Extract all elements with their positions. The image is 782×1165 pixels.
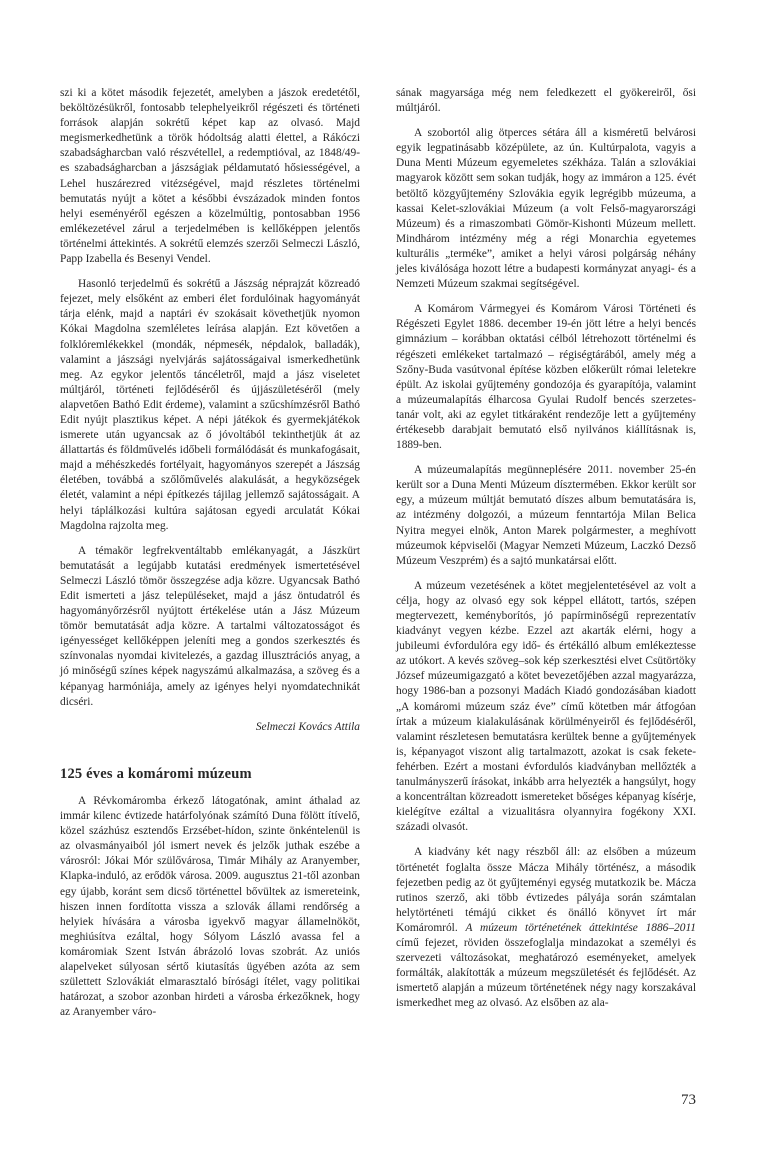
cited-chapter-title: A múzeum történetének áttekintése 1886–2011: [465, 921, 696, 934]
body-paragraph: A témakör legfrekventáltabb emlékanyagát, a Jászkürt bemutatását a legújabb kutatási eredmények ismertetésével Selmeczi László tömör összegzése adja közre. Ugyancsak Bathó Edit ismerteti a jász településeket, majd a jász öntudatról és hagyományőrzésről nyújtott értékelése után a Jász Múzeum tömör bemutatását adja közre. A tartalmi változatosságot és igényességet kellőképpen jeleníti meg a gondos szerkesztés és színvonalas nyomdai kivitelezés, a gazdag illusztrációs anyag, a jó minőségű színes képek nagyszámú alkalmazása, a szöveg és a képanyag harmóniája, amely az igényes helyi nyomdatechnikát dicséri.: [60, 544, 360, 708]
body-paragraph: A múzeumalapítás megünneplésére 2011. november 25-én került sor a Duna Menti Múzeum dísztermében. Ekkor került sor egy, a múzeum múltját bemutató díszes album bemutatására is, az intézmény dolgozói, a múzeum fenntartója Milan Belica Nyitra megyei elnök, Anton Marek polgármester, a meghívott múzeumok képviselői (Magyar Nemzeti Múzeum, Laczkó Dezső Múzeum Veszprém) és a sajtó munkatársai előtt.: [396, 464, 696, 567]
body-paragraph: Hasonló terjedelmű és sokrétű a Jászság néprajzát közreadó fejezet, mely elsőként az emberi élet fordulóinak hagyományát tárja elénk, majd a naptári év szokásait követhetjük nyomon Kókai Magdolna szemléletes leírása alapján. Ezt követően a folklóremlékekkel (mondák, népmesék, népdalok, balladák), valamint a jászsági nyelvjárás sajátosságaival ismerkedhetünk meg. Az egykor jelentős táncéletről, majd a jász viseletet múltjáról, történeti fejlődéséről és újjászületéséről (mely alapvetően Bathó Edit érdeme), valamint a szűcshímzésről Bathó Edit nyújt plasztikus képet. A népi játékok és gyermekjátékok ismerete után ugyancsak az ő jóvoltából tekinthetjük át az állattartás és földművelés időbeli formálódását és munkafogásait, majd a méhészkedés fortélyait, hagyományos szerepét a Jászság életében, továbbá a szőlőművelés alakulását, a hegyközségek életét, valamint a népi építkezés tájilag jellemző sajátosságait. A helyi táplálkozási kultúra sajátosan egyedi arculatát Kókai Magdolna rajzolta meg.: [60, 278, 360, 532]
body-paragraph: szi ki a kötet második fejezetét, amelyben a jászok eredetétől, beköltözésükről, fontosabb telephelyeikről régészeti és történeti források alapján sokrétű képet kap az olvasó. Majd megismerkedhetünk a török hódoltság alatti élettel, a Rákóczi szabadságharcban való részvétellel, a redemptióval, az 1848/49-es szabadságharcban a jászságiak példamutató hősiességével, a Lehel huszárezred vitézségével, majd részletes történelmi bemutatás nyújt a kötet a későbbi évszázadok minden fontos helyi eseményéről egészen a közelmúltig, pontosabban 1956 emlékezetével zárul a terjedelmében is kellőképpen jelentős történelmi áttekintés. A sokrétű elemzés szerzői Selmeczi László, Papp Izabella és Besenyi Vendel.: [60, 87, 360, 266]
right-column: [396, 86, 696, 1021]
page-number: 73: [681, 1092, 696, 1108]
body-paragraph: A múzeum vezetésének a kötet megjelentetésével az volt a célja, hogy az olvasó egy sok képpel ellátott, tartós, szépen megtervezett, keményborítós, jó papírminőségű reprezentatív kiadványt vegyen kézbe. Ezzel azt akarták elérni, hogy a jubileumi évfordulóra egy idő- és értékálló album emlékeztesse az utókort. A kevés szöveg–sok kép szerkesztési elvet Csütörtöky József múzeumigazgató a kötet bevezetőjében azzal magyarázza, hogy 1986-ban a pozsonyi Madách Kiadó gondozásában kiadott „A komáromi múzeum száz éve” című kötetben már átfogóan írtak a múzeum kialakulásának körülményeiről és fejlődéséről, valamint részletesen bemutatásra kerültek benne a gyűjtemények is, képanyagot viszont alig tartalmazott, azokat is csak fekete-fehérben. Ezért a mostani évfordulós kiadványban mellőzték a tanulmányszerű írásokat, inkább arra helyezték a hangsúlyt, hogy a koncentráltan közreadott ismereteket bőséges képanyag kísérje, kielégítve ezáltal a vizualitásra olyannyira fogékony XXI. századi olvasót.: [396, 579, 696, 834]
body-paragraph-continuation: című fejezet, röviden összefoglalja mindazokat a személyi és szervezeti változásokat, meghatározó eseményeket, amelyek formálták, alakították a múzeum megszületését és fejlődését. Az ismertető alapján a múzeum történetének négy nagy korszakával ismerkedhet meg az olvasó. Az elsőben az ala-: [396, 936, 696, 1010]
review-signature: Selmeczi Kovács Attila: [255, 720, 360, 733]
article-title: 125 éves a komáromi múzeum: [60, 765, 252, 782]
body-paragraph-text: A kiadvány két nagy részből áll: az elsőben a múzeum történetét foglalta össze Mácza Mihály történész, a második fejezetben pedig az öt gyűjteményi egység mutatkozik be. Mácza rutinos szerző, aki több évtizedes pályája során számtalan helytörténeti témájú cikket és önálló könyvet írt már Komáromról.: [396, 846, 696, 934]
body-paragraph: sának magyarsága még nem feledkezett el gyökereiről, ősi múltjáról.: [396, 87, 696, 115]
body-paragraph: [396, 845, 696, 1011]
body-paragraph: A szobortól alig ötperces sétára áll a kisméretű belvárosi egyik legpatinásabb középülete, az ún. Kultúrpalota, vagyis a Duna Menti Múzeum egyemeletes székháza. Talán a szlovákiai magyarok között sem sokan tudják, hogy az immáron a 125. évét betöltő közgyűjtemény Szlovákia egyik legrégibb múzeuma, a kassai Kelet-szlovákiai Múzeum (a volt Felső-magyarországi Múzeum) és a rimaszombati Gömör-Kishonti Múzeum mellett. Mindhárom intézmény még a régi Monarchia egyetemes kulturális „terméke”, amiket a helyi városi polgárság néhány jeles kiválósága hozott létre a budapesti kormányzat anyagi- és a Nemzeti Múzeum szakmai segítségével.: [396, 127, 696, 291]
body-paragraph: A Révkomáromba érkező látogatónak, amint áthalad az immár kilenc évtizede határfolyónak számító Duna fölött ítívelő, közel százhúsz esztendős Erzsébet-hídon, szinte önkéntelenül is az olvasmányaiból jól ismert nevek és jelzők juthak eszébe a városról: Jókai Mór szülővárosa, Timár Mihály az Aranyember, Klapka-induló, az erődök városa. 2009. augusztus 21-től azonban egy újabb, koránt sem dicső történettel bővültek az ismereteink, hiszen innen fordította vissza a szlovák állami rendőrség a helyiek hívására a városba igyekvő magyar államelnököt, meghiúsítva ezáltal, hogy Sólyom László avassa fel a komáromiak Szent István ábrázoló lovas szobrát. Az uniós alapelveket súlyosan sértő kiutasítás ügyében azóta az sem születtett Szlovákiát elmarasztaló bírósági ítélet, vagy politikai határozat, a szobor azonban hirdeti a városba érkezőknek, hogy az Aranyember váro-: [60, 794, 360, 1019]
left-column: [60, 86, 360, 1030]
body-paragraph: A Komárom Vármegyei és Komárom Városi Történeti és Régészeti Egylet 1886. december 19-én jött létre a helyi bencés gimnázium – korábban oktatási célból létrehozott történelmi és régészeti emlékeket tartalmazó – régiségtárából, amely még a Szőny-Buda vasútvonal építése közben előkerült római leletekre épült. Az iskolai gyűjtemény gondozója és gyarapítója, valamint a múzeumalapítás élharcosa Gyulai Rudolf bencés szerzetes-tanár volt, aki az egylet titkáraként rendezője lett a gyűjtemény értékesebb darabjait bemutató első nyilvános kiállításnak is, 1889-ben.: [396, 303, 696, 452]
